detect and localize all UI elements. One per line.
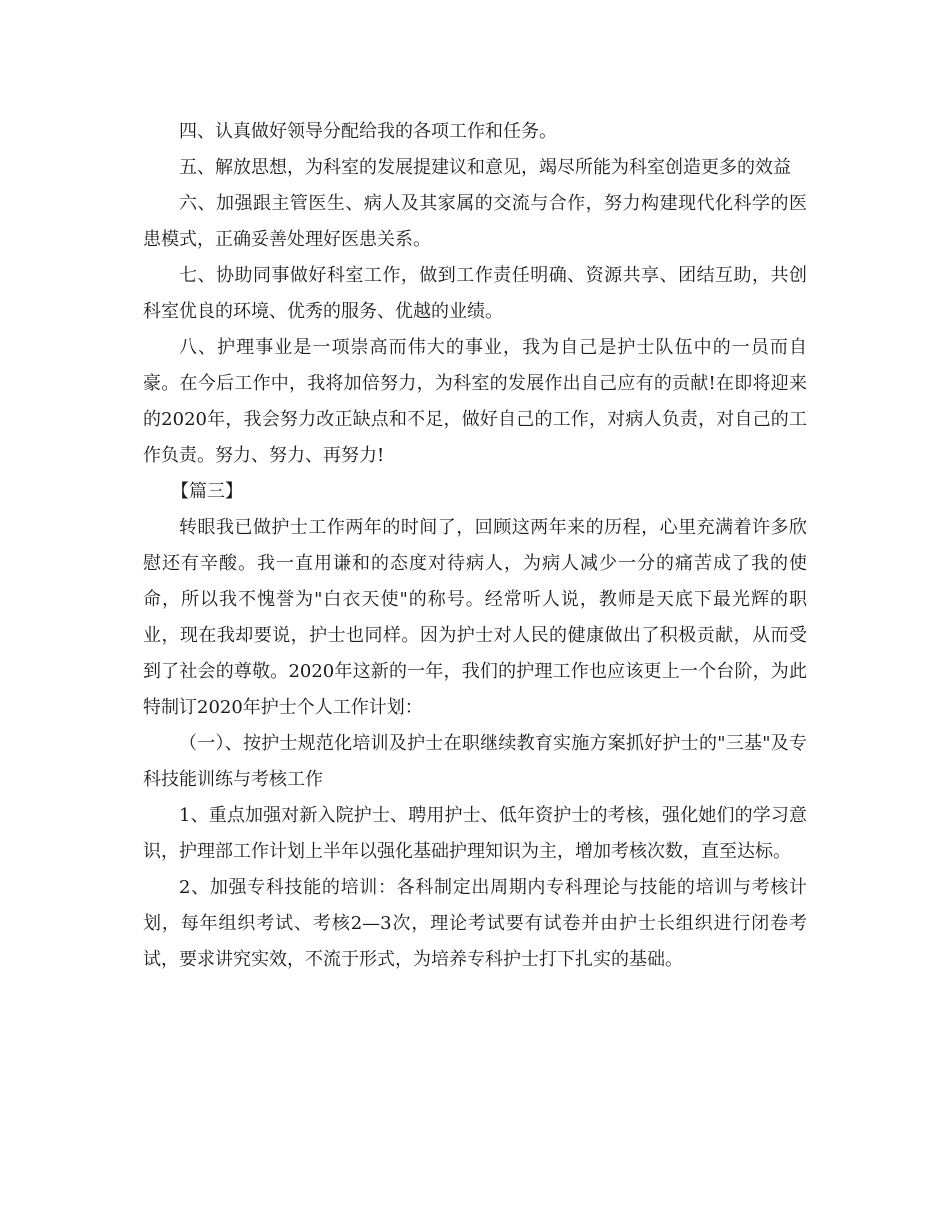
section-heading: 【篇三】 (171, 481, 243, 502)
list-item-2: 2、加强专科技能的培训：各科制定出周期内专科理论与技能的培训与考核计划，每年组织考试、考核2—3次，理论考试要有试卷并由护士长组织进行闭卷考试，要求讲究实效，不流于形式，为培养专科护士打下扎实的基础。 (143, 877, 807, 970)
list-item-1: 1、重点加强对新入院护士、聘用护士、低年资护士的考核，强化她们的学习意识，护理部工作计划上半年以强化基础护理知识为主，增加考核次数，直至达标。 (143, 805, 807, 862)
section-intro-paragraph: 转眼我已做护士工作两年的时间了，回顾这两年来的历程，心里充满着许多欣慰还有辛酸。我一直用谦和的态度对待病人，为病人减少一分的痛苦成了我的使命，所以我不愧誉为"白衣天使"的称号。经常听人说，教师是天底下最光辉的职业，现在我却要说，护士也同样。因为护士对人民的健康做出了积极贡献，从而受到了社会的尊敬。2020年这新的一年，我们的护理工作也应该更上一个台阶，为此特制订2020年护士个人工作计划： (143, 517, 807, 718)
paragraph-item-4: 四、认真做好领导分配给我的各项工作和任务。 (179, 121, 557, 142)
document-body (143, 114, 807, 978)
paragraph-item-8: 八、护理事业是一项崇高而伟大的事业，我为自己是护士队伍中的一员而自豪。在今后工作中，我将加倍努力，为科室的发展作出自己应有的贡献!在即将迎来的2020年，我会努力改正缺点和不足，做好自己的工作，对病人负责，对自己的工作负责。努力、努力、再努力! (143, 337, 807, 466)
paragraph-item-7: 七、协助同事做好科室工作，做到工作责任明确、资源共享、团结互助，共创科室优良的环境、优秀的服务、优越的业绩。 (143, 265, 807, 322)
paragraph-item-5: 五、解放思想，为科室的发展提建议和意见，竭尽所能为科室创造更多的效益 (179, 157, 791, 178)
paragraph-item-6: 六、加强跟主管医生、病人及其家属的交流与合作，努力构建现代化科学的医患模式，正确妥善处理好医患关系。 (143, 193, 807, 250)
subsection-heading: （一）、按护士规范化培训及护士在职继续教育实施方案抓好护士的"三基"及专科技能训练与考核工作 (143, 733, 807, 790)
